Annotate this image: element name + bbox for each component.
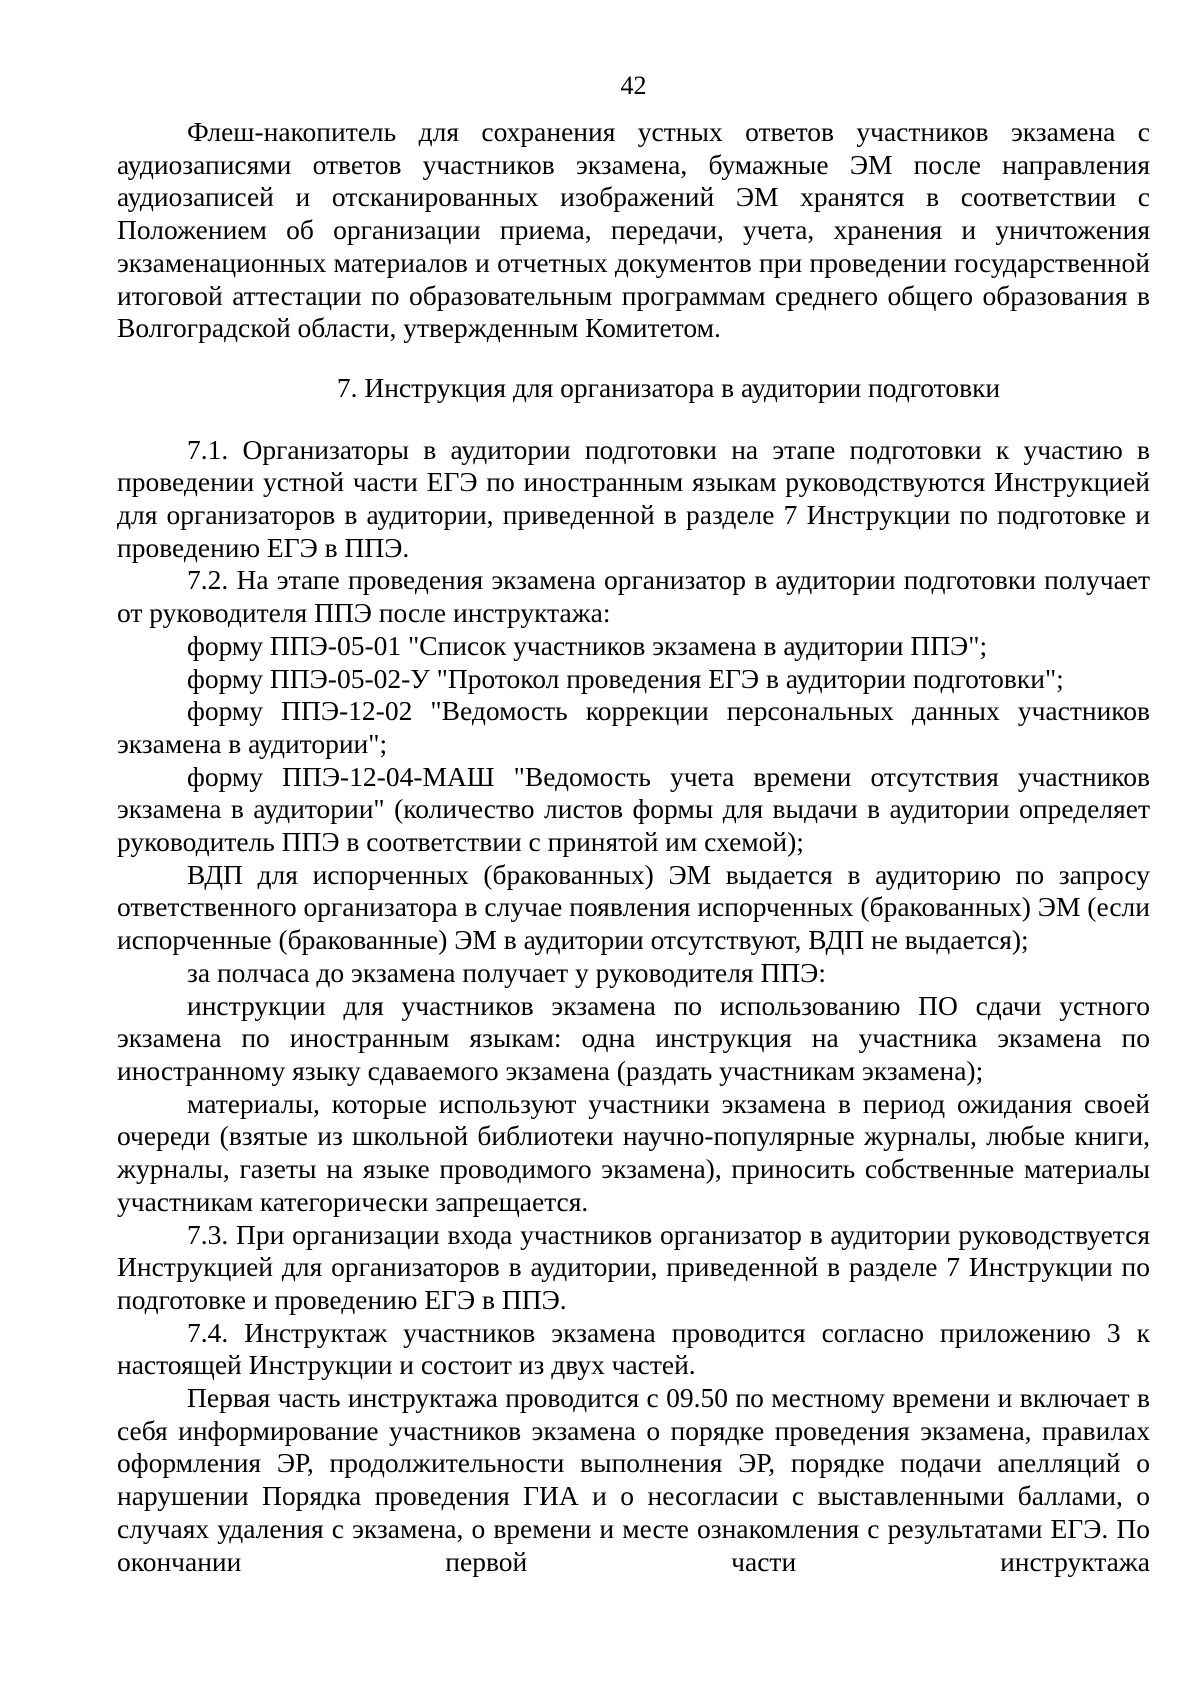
paragraph-7-3: 7.3. При организации входа участников организатор в аудитории руководствуется Инструкцией для организаторов в аудитории, приведенной в разделе 7 Инструкции по подготовке и проведению ЕГЭ в ППЭ. (117, 1218, 1150, 1315)
list-item-form-12-04-mash: форму ППЭ-12-04-МАШ "Ведомость учета времени отсутствия участников экзамена в аудитории" (количество листов формы для выдачи в аудитории определяет руководитель ППЭ в соответствии с принятой им схемой); (117, 760, 1150, 858)
list-item-materials: материалы, которые используют участники экзамена в период ожидания своей очереди (взятые из школьной библиотеки научно-популярные журналы, любые книги, журналы, газеты на языке проводимого экзамена), приносить собственные материалы участникам категорически запрещается. (117, 1087, 1150, 1217)
paragraph-7-4: 7.4. Инструктаж участников экзамена проводится согласно приложению 3 к настоящей Инструкции и состоит из двух частей. (117, 1316, 1150, 1381)
document-page (117, 70, 1150, 1578)
list-item-instructions: инструкции для участников экзамена по использованию ПО сдачи устного экзамена по иностранным языкам: одна инструкция на участника экзамена по иностранному языку сдаваемого экзамена (раздать участникам экзамена); (117, 989, 1150, 1086)
paragraph-storage: Флеш-накопитель для сохранения устных ответов участников экзамена с аудиозаписями ответов участников экзамена, бумажные ЭМ после направления аудиозаписей и отсканированных изображений ЭМ хранятся в соответствии с Положением об организации приема, передачи, учета, хранения и уничтожения экзаменационных материалов и отчетных документов при проведении государственной итоговой аттестации по образовательным программам среднего общего образования в Волгоградской области, утвержденным Комитетом. (117, 116, 1150, 344)
list-item-form-05-01: форму ППЭ-05-01 "Список участников экзамена в аудитории ППЭ"; (187, 629, 988, 661)
paragraph-7-1: 7.1. Организаторы в аудитории подготовки на этапе подготовки к участию в проведении устной части ЕГЭ по иностранным языкам руководствуются Инструкцией для организаторов в аудитории, приведенной в разделе 7 Инструкции по подготовке и проведению ЕГЭ в ППЭ. (117, 433, 1150, 563)
page-number: 42 (620, 71, 647, 100)
list-item-form-12-02: форму ППЭ-12-02 "Ведомость коррекции персональных данных участников экзамена в аудитории"; (117, 695, 1150, 759)
paragraph-half-hour: за полчаса до экзамена получает у руководителя ППЭ: (187, 956, 826, 988)
list-item-form-05-02-u: форму ППЭ-05-02-У "Протокол проведения ЕГЭ в аудитории подготовки"; (187, 662, 1064, 694)
paragraph-first-part: Первая часть инструктажа проводится с 09.50 по местному времени и включает в себя информирование участников экзамена о порядке проведения экзамена, правилах оформления ЭР, продолжительности выполнения ЭР, порядке подачи апелляций о нарушении Порядка проведения ГИА и о несогласии с выставленными баллами, о случаях удаления с экзамена, о времени и месте ознакомления с результатами ЕГЭ. По окончании первой части инструктажа (117, 1382, 1150, 1577)
paragraph-7-2: 7.2. На этапе проведения экзамена организатор в аудитории подготовки получает от руководителя ППЭ после инструктажа: (117, 564, 1150, 629)
section-heading: 7. Инструкция для организатора в аудитории подготовки (336, 371, 1001, 403)
list-item-vdp: ВДП для испорченных (бракованных) ЭМ выдается в аудиторию по запросу ответственного организатора в случае появления испорченных (бракованных) ЭМ (если испорченные (бракованные) ЭМ в аудитории отсутствуют, ВДП не выдается); (117, 858, 1150, 956)
